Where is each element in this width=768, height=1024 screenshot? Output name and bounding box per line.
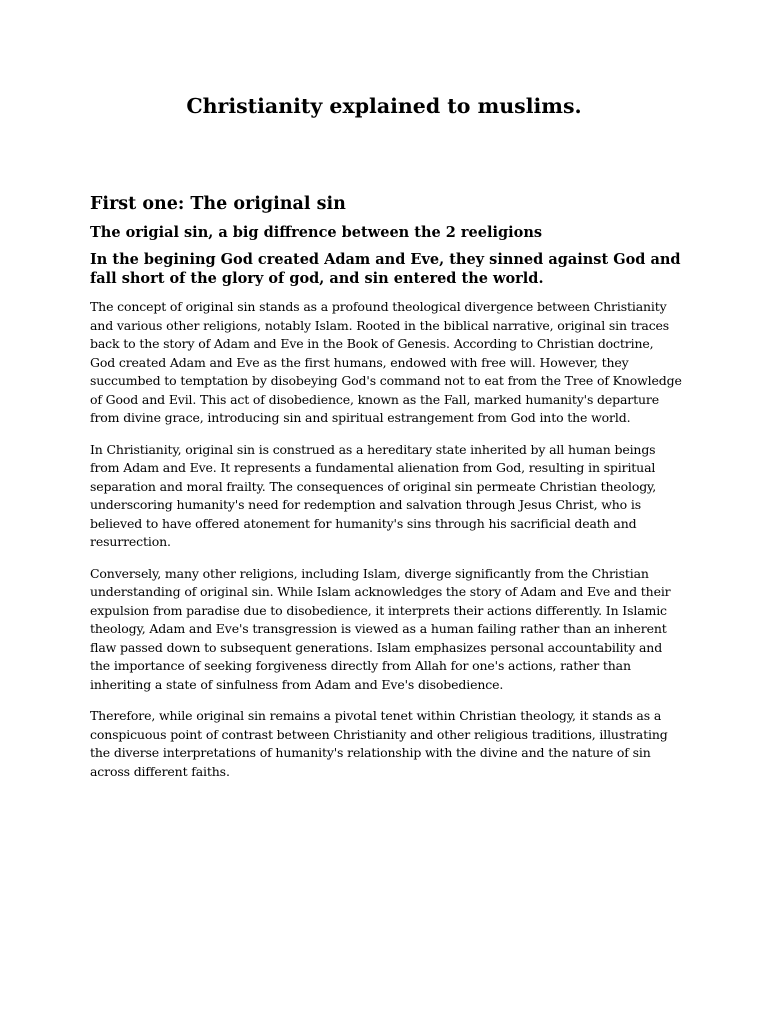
paragraph: Therefore, while original sin remains a pivotal tenet within Christian theology, it stands as a conspicuous point of contrast between Christianity and other religious traditions, illustrating the diverse interpretations of humanity's relationship with the divine and the nature of sin across different faiths. (90, 708, 668, 779)
paragraph: In Christianity, original sin is construed as a hereditary state inherited by all human beings from Adam and Eve. It represents a fundamental alienation from God, resulting in spiritual separation and moral frailty. The consequences of original sin permeate Christian theology, underscoring humanity's need for redemption and salvation through Jesus Christ, who is believed to have offered atonement for humanity's sins through his sacrificial death and resurrection. (90, 441, 657, 549)
paragraph: The concept of original sin stands as a profound theological divergence between Christianity and various other religions, notably Islam. Rooted in the biblical narrative, original sin traces back to the story of Adam and Eve in the Book of Genesis. According to Christian doctrine, God created Adam and Eve as the first humans, endowed with free will. However, they succumbed to temptation by disobeying God's command not to eat from the Tree of Knowledge of Good and Evil. This act of disobedience, known as the Fall, marked humanity's departure from divine grace, introducing sin and spiritual estrangement from God into the world. (90, 299, 682, 425)
paragraph: Conversely, many other religions, including Islam, diverge significantly from the Christian understanding of original sin. While Islam acknowledges the story of Adam and Eve and their expulsion from paradise due to disobedience, it interprets their actions differently. In Islamic theology, Adam and Eve's transgression is viewed as a human failing rather than an inherent flaw passed down to subsequent generations. Islam emphasizes personal accountability and the importance of seeking forgiveness directly from Allah for one's actions, rather than inheriting a state of sinfulness from Adam and Eve's disobedience. (90, 565, 671, 692)
section-heading: First one: The original sin (90, 194, 346, 214)
document-body (90, 192, 682, 794)
subheading: The origial sin, a big diffrence between the 2 reeligions (90, 224, 543, 241)
lead-statement: In the begining God created Adam and Eve, they sinned against God and fall short of the glory of god, and sin entered the world. (90, 251, 681, 287)
document-title: Christianity explained to muslims. (186, 94, 582, 118)
